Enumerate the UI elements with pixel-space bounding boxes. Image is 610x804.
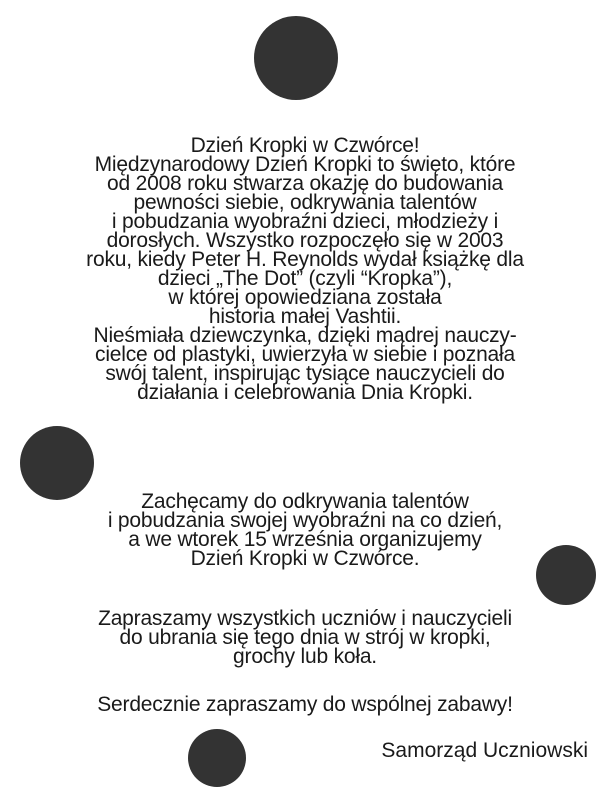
- intro-line: Dzień Kropki w Czwórce!: [190, 134, 420, 157]
- closing-line: Serdecznie zapraszamy do wspólnej zabawy!: [97, 693, 513, 716]
- dress-code-paragraph: [0, 609, 610, 666]
- intro-line: dorosłych. Wszystko rozpoczęło się w 2003: [106, 229, 504, 252]
- signature: Samorząd Uczniowski: [381, 739, 588, 762]
- invite-line: i pobudzania swojej wyobraźni na co dzień,: [107, 509, 503, 532]
- intro-line: w której opowiedziana została: [168, 286, 442, 309]
- intro-line: i pobudzania wyobraźni dzieci, młodzieży i: [111, 210, 499, 233]
- polka-dot-left: [20, 426, 94, 500]
- intro-line: Międzynarodowy Dzień Kropki to święto, które: [94, 153, 516, 176]
- intro-line: roku, kiedy Peter H. Reynolds wydał książkę dla: [86, 248, 524, 271]
- intro-line: działania i celebrowania Dnia Kropki.: [137, 381, 473, 404]
- intro-line: swój talent, inspirując tysiące nauczycieli do: [105, 362, 505, 385]
- dress-line: do ubrania się tego dnia w strój w kropki,: [119, 626, 491, 649]
- polka-dot-top: [254, 16, 338, 100]
- intro-line: od 2008 roku stwarza okazję do budowania: [107, 172, 503, 195]
- intro-line: cielce od plastyki, uwierzyła w siebie i poznała: [95, 343, 515, 366]
- intro-line: historia małej Vashtii.: [208, 305, 402, 328]
- invite-line: Zachęcamy do odkrywania talentów: [141, 490, 469, 513]
- intro-line: pewności siebie, odkrywania talentów: [133, 191, 477, 214]
- polka-dot-bottom: [188, 729, 246, 787]
- invite-line: a we wtorek 15 września organizujemy: [128, 528, 482, 551]
- intro-paragraph: [0, 136, 610, 402]
- intro-line: dzieci „The Dot” (czyli “Kropka”),: [157, 267, 453, 290]
- dress-line: grochy lub koła.: [233, 645, 377, 668]
- closing-paragraph: [0, 695, 610, 714]
- dress-line: Zapraszamy wszystkich uczniów i nauczycieli: [98, 607, 512, 630]
- intro-line: Nieśmiała dziewczynka, dzięki mądrej nauczy-: [93, 324, 517, 347]
- invite-line: Dzień Kropki w Czwórce.: [190, 547, 420, 570]
- invite-paragraph: [0, 492, 610, 568]
